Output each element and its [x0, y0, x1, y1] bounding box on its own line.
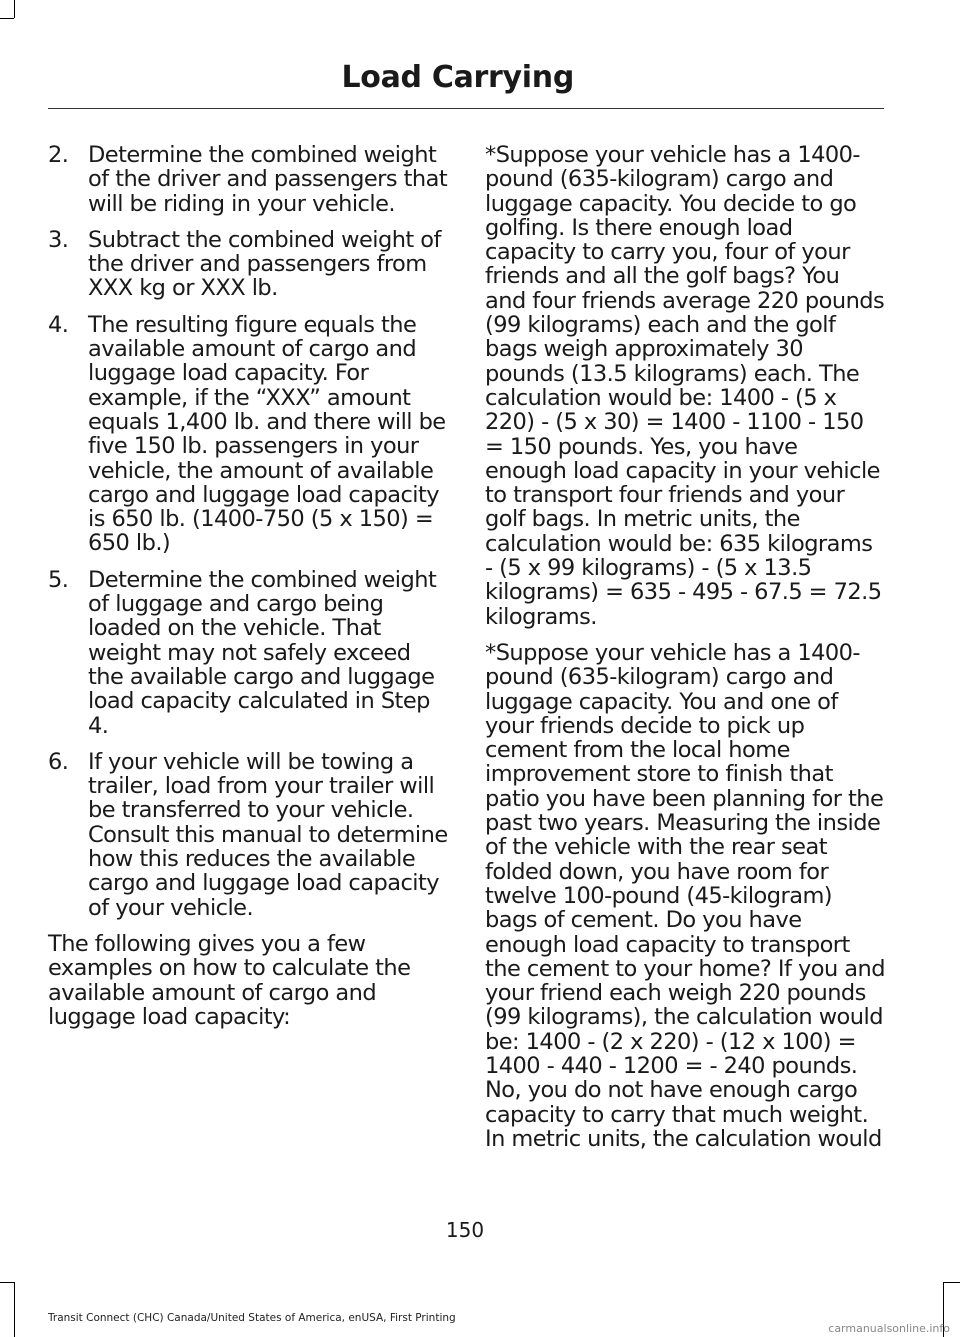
step-number: 3.	[48, 226, 69, 253]
crop-mark	[14, 1282, 15, 1337]
crop-mark	[14, 0, 15, 18]
step-number: 5.	[48, 566, 69, 593]
step-text: Determine the combined weight of luggage and cargo being loaded on the vehicle. That weight may not safely exceed the available cargo and luggage load capacity calculated in Step 4.	[88, 566, 437, 739]
right-column	[485, 143, 885, 1163]
edition-footer: Transit Connect (CHC) Canada/United States of America, enUSA, First Printing	[48, 1312, 456, 1324]
step-item	[48, 143, 448, 216]
crop-mark	[943, 1282, 960, 1283]
example-paragraph: *Suppose your vehicle has a 1400-pound (635-kilogram) cargo and luggage capacity. You decide to go golfing. Is there enough load capacity to carry you, four of your friends and all the golf bags? You and four friends average 220 pounds (99 kilograms) each and the golf bags weigh approximately 30 pounds (13.5 kilograms) each. The calculation would be: 1400 - (5 x 220) - (5 x 30) = 1400 - 1100 - 150 = 150 pounds. Yes, you have enough load capacity in your vehicle to transport four friends and your golf bags. In metric units, the calculation would be: 635 kilograms - (5 x 99 kilograms) - (5 x 13.5 kilograms) = 635 - 495 - 67.5 = 72.5 kilograms.	[485, 142, 885, 630]
step-number: 4.	[48, 311, 69, 338]
crop-mark	[0, 18, 14, 19]
watermark: carmanualsonline.info	[828, 1322, 950, 1335]
examples-intro: The following gives you a few examples on how to calculate the available amount of cargo and luggage load capacity:	[48, 930, 411, 1030]
step-item	[48, 568, 448, 738]
step-item	[48, 750, 448, 920]
step-text: Determine the combined weight of the driver and passengers that will be riding in your vehicle.	[88, 142, 448, 217]
step-number: 2.	[48, 142, 69, 168]
step-number: 6.	[48, 748, 69, 775]
step-item	[48, 228, 448, 301]
crop-mark	[0, 1282, 14, 1283]
page-number: 150	[445, 1218, 485, 1242]
step-item	[48, 313, 448, 556]
page-title: Load Carrying	[341, 60, 574, 95]
example-paragraph: *Suppose your vehicle has a 1400-pound (635-kilogram) cargo and luggage capacity. You and one of your friends decide to pick up cement from the local home improvement store to finish that patio you have been planning for the past two years. Measuring the inside of the vehicle with the rear seat folded down, you have room for twelve 100-pound (45-kilogram) bags of cement. Do you have enough load capacity to transport the cement to your home? If you and your friend each weigh 220 pounds (99 kilograms), the calculation would be: 1400 - (2 x 220) - (12 x 100) = 1400 - 440 - 1200 = - 240 pounds. No, you do not have enough cargo capacity to carry that much weight. In metric units, the calculation would	[485, 639, 885, 1152]
step-text: Subtract the combined weight of the driver and passengers from XXX kg or XXX lb.	[88, 226, 441, 302]
step-text: If your vehicle will be towing a trailer, load from your trailer will be transferred to your vehicle. Consult this manual to determine how this reduces the available cargo and luggage load capacity of your vehicle.	[88, 748, 448, 921]
left-column	[48, 143, 448, 1041]
header-divider	[48, 108, 884, 109]
step-text: The resulting figure equals the available amount of cargo and luggage load capacity. For example, if the “XXX” amount equals 1,400 lb. and there will be five 150 lb. passengers in your vehicle, the amount of available cargo and luggage load capacity is 650 lb. (1400-750 (5 x 150) = 650 lb.)	[88, 311, 446, 557]
